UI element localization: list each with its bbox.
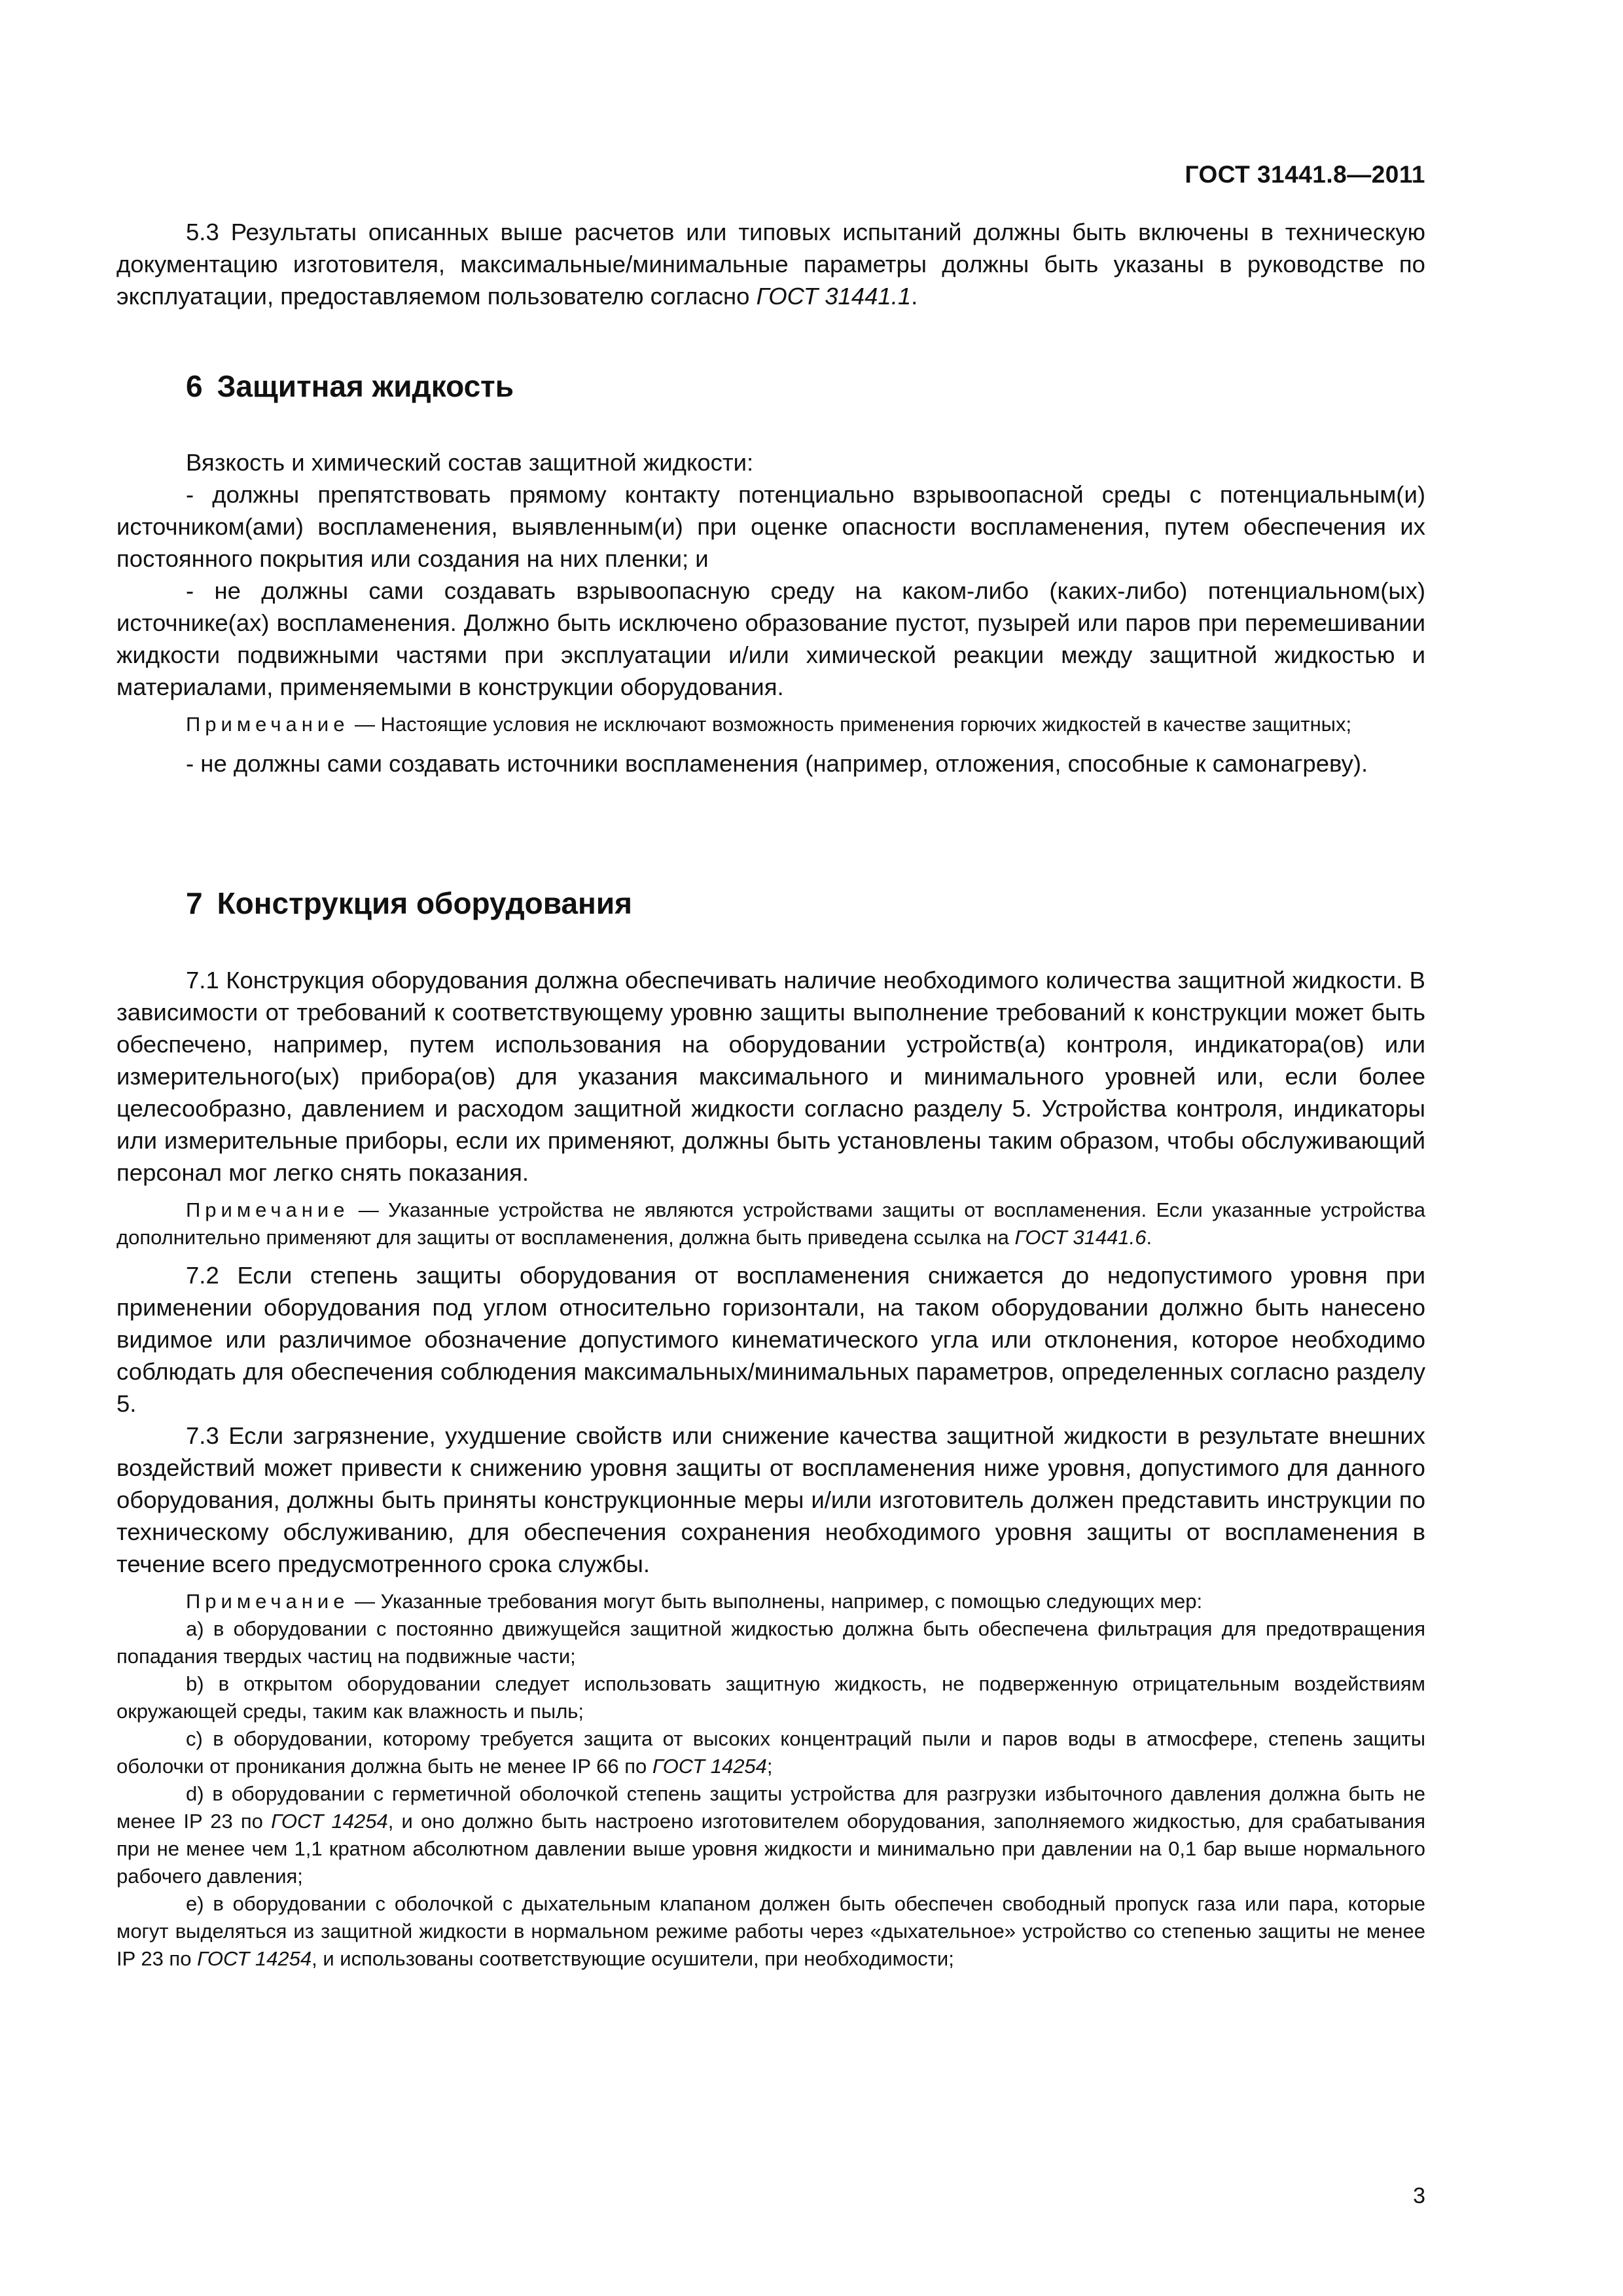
note-list-item-b: b) в открытом оборудовании следует использовать защитную жидкость, не подверженную отрицательным воздействиям окружающей среды, таким как влажность и пыль;	[116, 1672, 1425, 1723]
note-list-item-d	[116, 1780, 1425, 1890]
standard-code-header: ГОСТ 31441.8—2011	[1185, 161, 1425, 188]
section-6-note	[116, 711, 1425, 738]
note-list-item-d-end: , и оно должно быть настроено изготовителем оборудования, заполняемого жидкостью, для срабатывания при не менее чем 1,1 кратном абсолютном давлении выше уровня жидкости и минимально при давлении на 0,1 бар выше нормального рабочего давления;	[116, 1810, 1426, 1888]
paragraph-7-3: 7.3 Если загрязнение, ухудшение свойств или снижение качества защитной жидкости в результате внешних воздействий может привести к снижению уровня защиты от воспламенения ниже уровня, допустимого для данного оборудования, должны быть приняты конструкционные меры и/или изготовитель должен представить инструкции по техническому обслуживанию, для обеспечения сохранения необходимого уровня защиты от воспламенения в течение всего предусмотренного срока службы.	[116, 1422, 1425, 1577]
paragraph-5-3	[116, 216, 1425, 312]
reference-gost-14254: ГОСТ 14254	[197, 1947, 312, 1970]
paragraph-7-2: 7.2 Если степень защиты оборудования от воспламенения снижается до недопустимого уровня при применении оборудования под углом относительно горизонтали, на таком оборудовании должно быть нанесено видимое или различимое обозначение допустимого кинематического угла или отклонения, которое необходимо соблюдать для обеспечения соблюдения максимальных/минимальных параметров, определенных согласно разделу 5.	[116, 1262, 1425, 1417]
note-list-item-e-text: е) в оборудовании с оболочкой с дыхательным клапаном должен быть обеспечен свободный пропуск газа или пара, которые могут выделяться из защитной жидкости в нормальном режиме работы через «дыхательное» устройство со степенью защиты не менее IP 23 по	[116, 1892, 1425, 1970]
note-list-item-a: а) в оборудовании с постоянно движущейся защитной жидкостью должна быть обеспечена фильтрация для предотвращения попадания твердых частиц на подвижные части;	[116, 1617, 1425, 1668]
section-6-heading	[116, 367, 1495, 406]
section-7-note-2	[116, 1588, 1425, 1615]
note-list-item-c-text: с) в оборудовании, которому требуется защита от высоких концентраций пыли и паров воды в атмосфере, степень защиты оболочки от проникания должна быть не менее IP 66 по	[116, 1727, 1425, 1778]
section-7-note-2-text: — Указанные требования могут быть выполнены, например, с помощью следующих мер:	[349, 1590, 1203, 1613]
note-label: Примечание	[186, 713, 349, 736]
reference-gost-14254: ГОСТ 14254	[271, 1810, 388, 1833]
section-7-note-1	[116, 1196, 1425, 1251]
paragraph-7-1: 7.1 Конструкция оборудования должна обеспечивать наличие необходимого количества защитной жидкости. В зависимости от требований к соответствующему уровню защиты выполнение требований к конструкции может быть обеспечено, например, путем использования на оборудовании устройств(а) контроля, индикатора(ов) или измерительного(ых) прибора(ов) для указания максимального и минимального уровней или, если более целесообразно, давлением и расходом защитной жидкости согласно разделу 5. Устройства контроля, индикаторы или измерительные приборы, если их применяют, должны быть установлены таким образом, чтобы обслуживающий персонал мог легко снять показания.	[116, 967, 1425, 1186]
reference-gost-14254: ГОСТ 14254	[652, 1755, 767, 1778]
reference-gost-31441-6: ГОСТ 31441.6	[1014, 1226, 1147, 1249]
section-7-note-1-end: .	[1146, 1226, 1152, 1249]
reference-gost-31441-1: ГОСТ 31441.1	[756, 283, 912, 310]
section-6-title: Защитная жидкость	[217, 369, 514, 403]
note-list-item-e-end: , и использованы соответствующие осушители, при необходимости;	[312, 1947, 954, 1970]
note-label: Примечание	[186, 1198, 349, 1221]
section-6-item-3: - не должны сами создавать источники воспламенения (например, отложения, способные к самонагреву).	[186, 750, 1368, 777]
section-7-heading	[116, 884, 1495, 923]
note-list-item-c	[116, 1725, 1425, 1780]
note-list-item-d-text: d) в оборудовании с герметичной оболочкой степень защиты устройства для разгрузки избыточного давления должна быть не менее IP 23 по	[116, 1782, 1425, 1833]
section-6-number: 6	[186, 369, 203, 403]
note-label: Примечание	[186, 1590, 349, 1613]
section-7-title: Конструкция оборудования	[217, 886, 632, 920]
section-6-item-2: - не должны сами создавать взрывоопасную среду на каком-либо (каких-либо) потенциальном(ых) источнике(ах) воспламенения. Должно быть исключено образование пустот, пузырей или паров при перемешивании жидкости подвижными частями при эксплуатации и/или химической реакции между защитной жидкостью и материалами, применяемыми в конструкции оборудования.	[116, 577, 1425, 700]
note-list-item-c-end: ;	[766, 1755, 773, 1778]
section-6-body	[116, 446, 1425, 780]
paragraph-5-3-end: .	[911, 283, 918, 310]
section-6-intro: Вязкость и химический состав защитной жидкости:	[186, 449, 754, 476]
section-7-note-1-text: — Указанные устройства не являются устройствами защиты от воспламенения. Если указанные устройства дополнительно применяют для защиты от воспламенения, должна быть приведена ссылка на	[116, 1198, 1425, 1249]
note-list-item-e	[116, 1890, 1425, 1973]
section-7-body	[116, 964, 1425, 1973]
page-number: 3	[1413, 2183, 1425, 2208]
section-7-number: 7	[186, 886, 203, 920]
paragraph-5-3-text: 5.3 Результаты описанных выше расчетов или типовых испытаний должны быть включены в техническую документацию изготовителя, максимальные/минимальные параметры должны быть указаны в руководстве по эксплуатации, предоставляемом пользователю согласно	[116, 219, 1425, 310]
section-6-note-text: — Настоящие условия не исключают возможность применения горючих жидкостей в качестве защитных;	[349, 713, 1352, 736]
section-6-item-1: - должны препятствовать прямому контакту потенциально взрывоопасной среды с потенциальным(и) источником(ами) воспламенения, выявленным(и) при оценке опасности воспламенения, путем обеспечения их постоянного покрытия или создания на них пленки; и	[116, 481, 1425, 572]
